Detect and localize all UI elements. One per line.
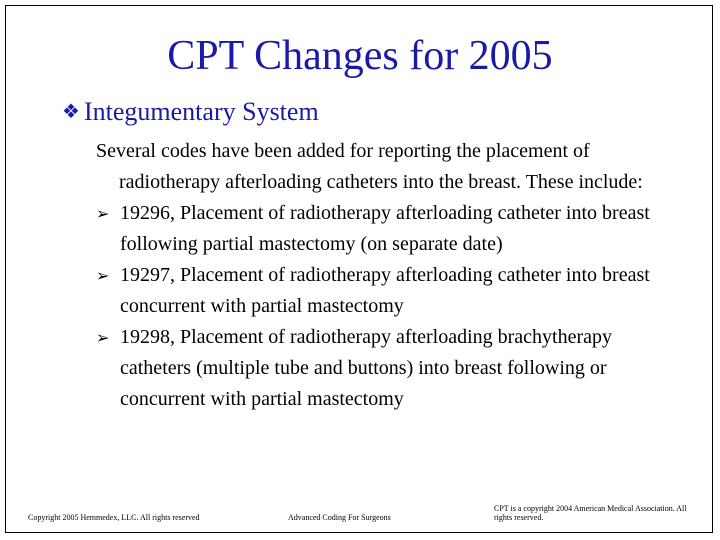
section-heading: Integumentary System — [84, 97, 319, 126]
slide-body — [96, 136, 676, 415]
intro-paragraph: Several codes have been added for reporting the placement of radiotherapy afterloading catheters into the breast. These include: — [96, 140, 643, 193]
list-item-text: 19297, Placement of radiotherapy afterloading catheter into breast concurrent with partial mastectomy — [120, 264, 650, 317]
list-item — [96, 198, 676, 260]
arrow-bullet-icon: ➢ — [96, 266, 110, 285]
arrow-bullet-icon: ➢ — [96, 328, 110, 347]
list-item — [96, 322, 676, 415]
diamond-bullet-icon: ❖ — [62, 101, 80, 123]
footer-course-title: Advanced Coding For Surgeons — [288, 513, 391, 522]
slide-title: CPT Changes for 2005 — [167, 33, 553, 79]
footer-cpt-notice: CPT is a copyright 2004 American Medical Association. All rights reserved. — [494, 504, 687, 522]
section-heading-row — [62, 96, 319, 128]
arrow-bullet-icon: ➢ — [96, 204, 110, 223]
list-item-text: 19296, Placement of radiotherapy afterloading catheter into breast following partial mastectomy (on separate date) — [120, 202, 650, 255]
footer-copyright: Copyright 2005 Hemmedex, LLC. All rights reserved — [28, 513, 200, 522]
list-item-text: 19298, Placement of radiotherapy afterloading brachytherapy catheters (multiple tube and buttons) into breast following or concurrent with partial mastectomy — [120, 326, 613, 410]
list-item — [96, 260, 676, 322]
